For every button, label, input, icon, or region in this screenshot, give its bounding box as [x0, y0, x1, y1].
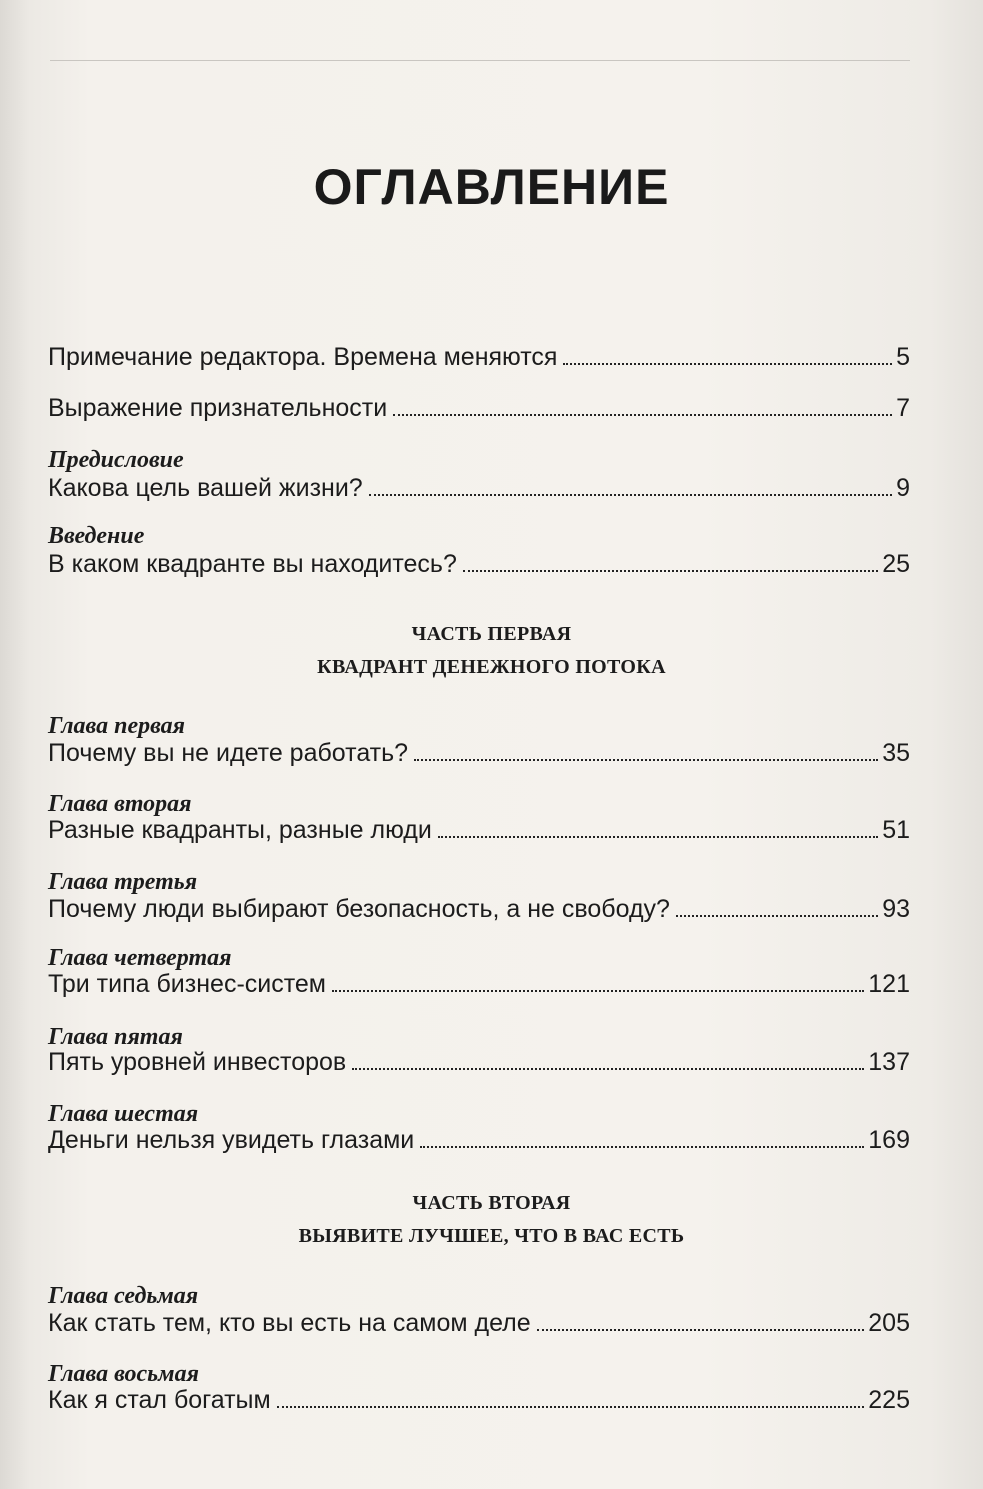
toc-page-number: 205 — [868, 1309, 910, 1337]
chapter-heading-5: Глава пятая — [48, 1024, 183, 1050]
part-two-label: ЧАСТЬ ВТОРАЯ — [412, 1192, 571, 1214]
toc-entry-editor-note[interactable] — [48, 342, 910, 372]
section-heading-introduction: Введение — [48, 523, 145, 549]
toc-entry-chapter-7[interactable] — [48, 1308, 910, 1338]
toc-entry-label: Почему вы не идете работать? — [48, 739, 409, 767]
dot-leader — [563, 363, 892, 365]
toc-entry-chapter-5[interactable] — [48, 1047, 910, 1077]
dot-leader — [277, 1406, 865, 1408]
section-heading-preface: Предисловие — [48, 447, 184, 473]
chapter-heading-6: Глава шестая — [48, 1101, 199, 1127]
part-one-label: ЧАСТЬ ПЕРВАЯ — [411, 623, 572, 645]
dot-leader — [352, 1068, 864, 1070]
toc-page-number: 5 — [896, 343, 910, 371]
dot-leader — [414, 759, 878, 761]
dot-leader — [369, 494, 892, 496]
dot-leader — [332, 990, 864, 992]
dot-leader — [463, 570, 878, 572]
toc-entry-label: В каком квадранте вы находитесь? — [48, 550, 457, 578]
part-two-title: ВЫЯВИТЕ ЛУЧШЕЕ, ЧТО В ВАС ЕСТЬ — [298, 1225, 685, 1247]
toc-page-number: 225 — [868, 1386, 910, 1414]
dot-leader — [676, 915, 878, 917]
toc-entry-label: Деньги нельзя увидеть глазами — [48, 1126, 415, 1154]
toc-entry-chapter-8[interactable] — [48, 1385, 910, 1415]
toc-entry-label: Три типа бизнес-систем — [48, 970, 326, 998]
chapter-heading-7: Глава седьмая — [48, 1283, 199, 1309]
toc-entry-chapter-3[interactable] — [48, 894, 910, 924]
chapter-heading-3: Глава третья — [48, 869, 198, 895]
toc-page-number: 169 — [868, 1126, 910, 1154]
toc-entry-chapter-1[interactable] — [48, 738, 910, 768]
dot-leader — [393, 414, 892, 416]
toc-entry-label: Какова цель вашей жизни? — [48, 474, 363, 502]
toc-entry-label: Примечание редактора. Времена меняются — [48, 343, 558, 371]
toc-entry-label: Как я стал богатым — [48, 1386, 271, 1414]
dot-leader — [537, 1329, 865, 1331]
toc-entry-introduction[interactable] — [48, 549, 910, 579]
toc-entry-label: Пять уровней инвесторов — [48, 1048, 347, 1076]
toc-page-number: 137 — [868, 1048, 910, 1076]
chapter-heading-4: Глава четвертая — [48, 945, 232, 971]
toc-page-number: 9 — [896, 474, 910, 502]
toc-entry-acknowledgements[interactable] — [48, 393, 910, 423]
toc-entry-label: Почему люди выбирают безопасность, а не свободу? — [48, 895, 670, 923]
chapter-heading-1: Глава первая — [48, 713, 186, 739]
dot-leader — [438, 836, 878, 838]
page-title: ОГЛАВЛЕНИЕ — [313, 159, 670, 215]
toc-entry-chapter-6[interactable] — [48, 1125, 910, 1155]
header-rule — [50, 60, 910, 61]
dot-leader — [420, 1146, 864, 1148]
toc-entry-preface[interactable] — [48, 473, 910, 503]
toc-entry-label: Разные квадранты, разные люди — [48, 816, 432, 844]
toc-page-number: 51 — [882, 816, 910, 844]
toc-page-number: 121 — [868, 970, 910, 998]
toc-page-number: 35 — [882, 739, 910, 767]
toc-entry-label: Как стать тем, кто вы есть на самом деле — [48, 1309, 531, 1337]
chapter-heading-8: Глава восьмая — [48, 1361, 199, 1387]
toc-entry-label: Выражение признательности — [48, 394, 388, 422]
toc-page-number: 7 — [896, 394, 910, 422]
toc-page-number: 93 — [882, 895, 910, 923]
chapter-heading-2: Глава вторая — [48, 791, 192, 817]
toc-entry-chapter-2[interactable] — [48, 815, 910, 845]
part-one-title: КВАДРАНТ ДЕНЕЖНОГО ПОТОКА — [317, 656, 666, 678]
toc-page-number: 25 — [882, 550, 910, 578]
toc-entry-chapter-4[interactable] — [48, 969, 910, 999]
